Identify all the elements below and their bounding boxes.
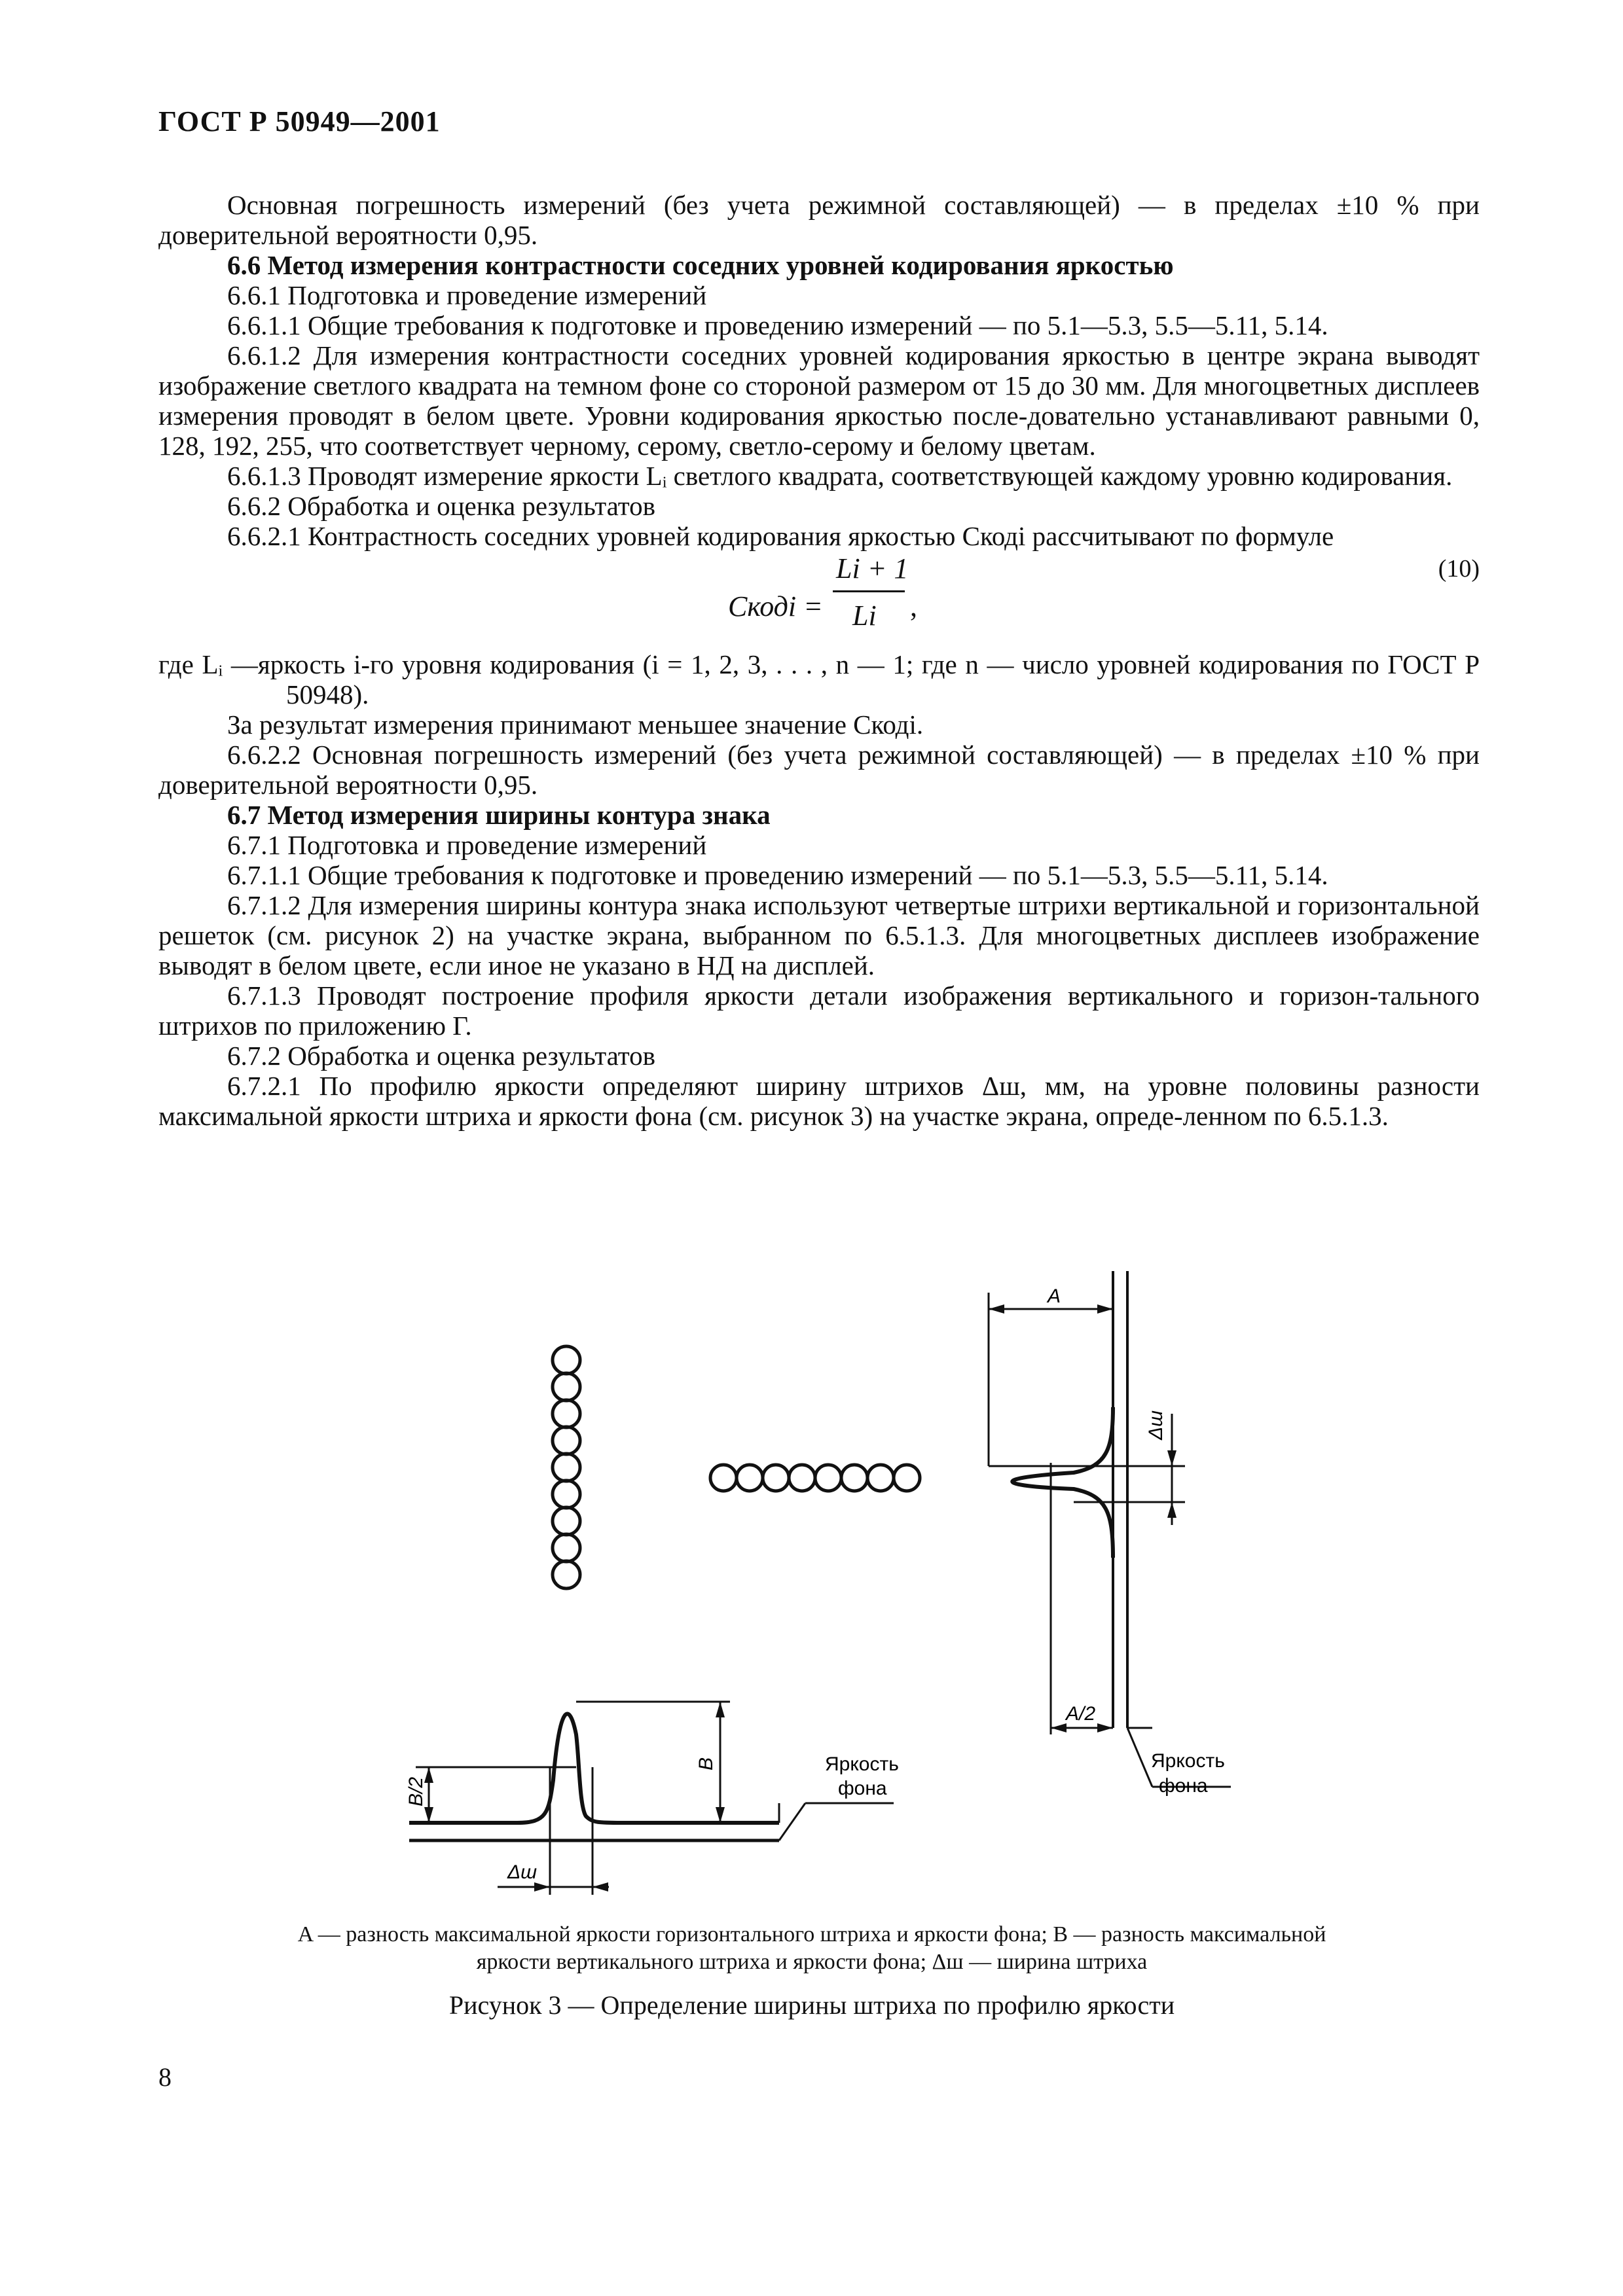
label-A-half: A/2 <box>1066 1703 1096 1725</box>
label-B: B <box>695 1757 717 1770</box>
paragraph: 6.7.2.1 По профилю яркости определяют ширину штрихов Δш, мм, на уровне половины разности максимальной яркости штриха и яркости фона (см. рисунок 3) на участке экрана, опреде-ленном по 6.5.1.3. <box>158 1071 1480 1131</box>
formula-10 <box>158 551 1480 649</box>
vertical-stroke-profile <box>409 1702 894 1895</box>
figure-caption: Рисунок 3 — Определение ширины штриха по профилю яркости <box>448 1990 1175 2020</box>
dimension-arrows-right <box>989 1304 1176 1732</box>
page-number: 8 <box>158 2062 172 2092</box>
paragraph: 6.6.1.3 Проводят измерение яркости Lᵢ светлого квадрата, соответствующей каждому уровню кодирования. <box>227 461 1453 491</box>
paragraph: 6.6.2 Обработка и оценка результатов <box>227 491 656 521</box>
where-label: где Lᵢ — <box>158 649 258 679</box>
fraction-bar <box>833 590 905 592</box>
figure-3 <box>0 1257 1623 1964</box>
label-delta-right: Δш <box>1145 1410 1167 1440</box>
paragraph: За результат измерения принимают меньшее значение Cкодi. <box>227 709 924 740</box>
where-text: яркость i-го уровня кодирования (i = 1, 2, 3, . . . , n — 1; где n — число уровней кодирования по ГОСТ Р 50948). <box>257 649 1480 709</box>
label-delta-bottom: Δш <box>507 1861 538 1883</box>
paragraph: 6.7.1.2 Для измерения ширины контура знака используют четвертые штрихи вертикальной и горизонтальной решеток (см. рисунок 2) на участке экрана, выбранном по 6.5.1.3. Для многоцветных дисплеев изображение выводят в белом цвете, если иное не указано в НД на дисплей. <box>158 890 1480 980</box>
where-clause <box>158 649 1480 709</box>
paragraph: 6.6.2.2 Основная погрешность измерений (без учета режимной составляющей) — в пределах ±10 % при доверительной вероятности 0,95. <box>158 740 1480 800</box>
paragraph: 6.7.2 Обработка и оценка результатов <box>227 1041 656 1071</box>
formula-comma: , <box>910 590 917 622</box>
figure-legend: A — разность максимальной яркости горизонтального штриха и яркости фона; B — разность максимальной яркости вертикального штриха и яркости фона; Δш — ширина штриха <box>297 1922 1326 1974</box>
paragraph: 6.6.1.1 Общие требования к подготовке и проведению измерений — по 5.1—5.3, 5.5—5.11, 5.14. <box>227 310 1328 340</box>
paragraph: 6.7.1.3 Проводят построение профиля яркости детали изображения вертикального и горизон-тального штрихов по приложению Г. <box>158 980 1480 1041</box>
paragraph: 6.6.2.1 Контрастность соседних уровней кодирования яркостью Cкодi рассчитывают по формуле <box>227 521 1334 551</box>
document-header: ГОСТ Р 50949—2001 <box>158 105 441 137</box>
label-A: A <box>1048 1285 1061 1307</box>
bg-label-right-1: Яркость <box>1151 1750 1225 1772</box>
horizontal-stroke-circles <box>710 1465 920 1491</box>
bg-label-right-2: фона <box>1159 1775 1208 1797</box>
section-heading-6-6: 6.6 Метод измерения контрастности соседних уровней кодирования яркостью <box>227 250 1174 280</box>
horizontal-stroke-profile <box>989 1271 1231 1787</box>
paragraph: 6.7.1.1 Общие требования к подготовке и проведению измерений — по 5.1—5.3, 5.5—5.11, 5.14. <box>227 860 1328 890</box>
formula-denominator: Li <box>852 600 877 632</box>
document-body <box>158 190 1480 1131</box>
paragraph: 6.6.1.2 Для измерения контрастности соседних уровней кодирования яркостью в центре экрана выводят изображение светлого квадрата на темном фоне со стороной размером от 15 до 30 мм. Для многоцветных дисплеев измерения проводят в белом цвете. Уровни кодирования яркостью после-довательно устанавливают равными 0, 128, 192, 255, что соответствует черному, серому, светло-серому и белому цветам. <box>158 340 1480 461</box>
formula-lhs: Cкодi = <box>728 590 823 622</box>
equation-number: (10) <box>1438 555 1480 583</box>
section-heading-6-7: 6.7 Метод измерения ширины контура знака <box>227 800 771 830</box>
paragraph: 6.6.1 Подготовка и проведение измерений <box>227 280 707 310</box>
paragraph: 6.7.1 Подготовка и проведение измерений <box>227 830 707 860</box>
paragraph: Основная погрешность измерений (без учета режимной составляющей) — в пределах ±10 % при доверительной вероятности 0,95. <box>158 190 1480 250</box>
bg-label-bottom-1: Яркость <box>825 1753 899 1775</box>
bg-label-bottom-2: фона <box>838 1778 887 1799</box>
label-B-half: B/2 <box>405 1776 427 1806</box>
formula-numerator: Li + 1 <box>836 552 909 584</box>
vertical-stroke-circles <box>553 1346 580 1588</box>
